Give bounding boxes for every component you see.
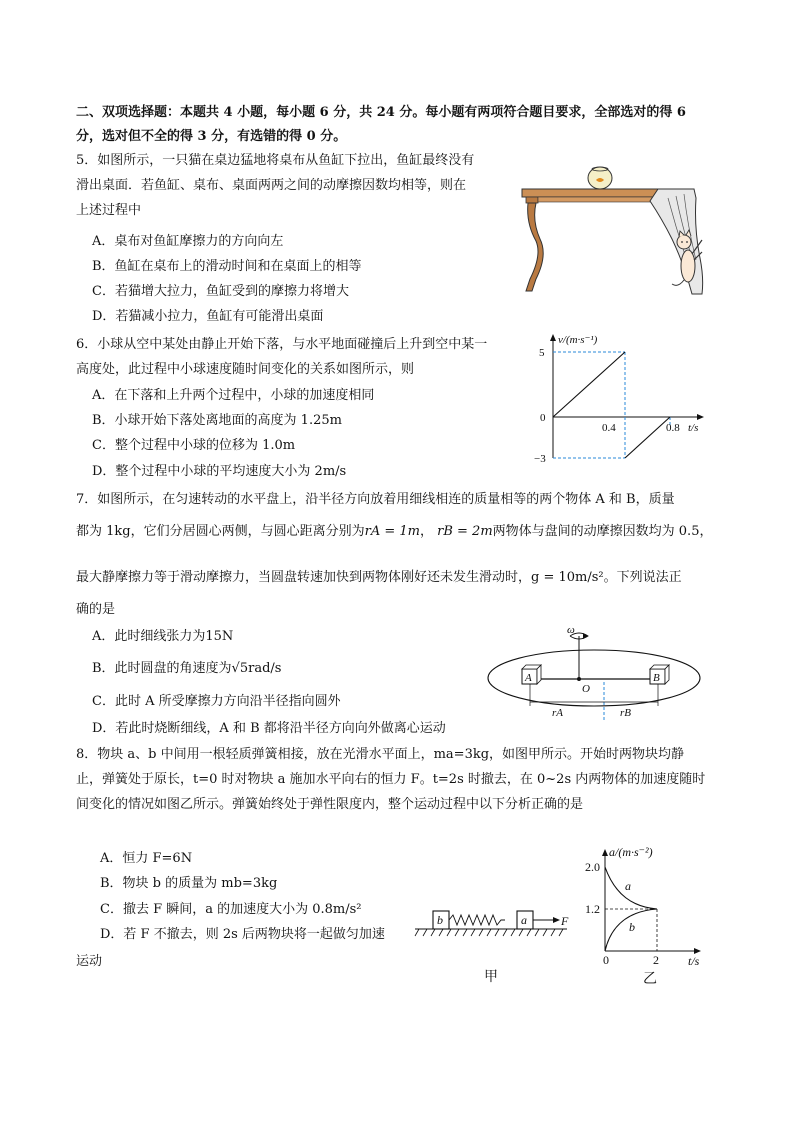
q8-spring-blocks-figure xyxy=(415,905,585,985)
q5-stem-line2: 滑出桌面．若鱼缸、桌布、桌面两两之间的动摩擦因数均相等，则在 xyxy=(76,178,467,193)
section-heading-line2: 分，选对但不全的得 3 分，有选错的得 0 分。 xyxy=(76,129,347,144)
q6-x-tick-04: 0.4 xyxy=(602,422,616,434)
q6-option-b: B．小球开始下落处离地面的高度为 1.25m xyxy=(92,413,342,428)
q7-option-c: C．此时 A 所受摩擦力方向沿半径指向圆外 xyxy=(92,694,341,709)
q7-stem-line1: 7．如图所示，在匀速转动的水平盘上，沿半径方向放着用细线相连的质量相等的两个物体 A 和 B，质量 xyxy=(76,492,675,507)
q8-y-label: a/(m·s⁻²) xyxy=(609,845,653,859)
q8-y-tick-12: 1.2 xyxy=(585,902,600,916)
q8-y-tick-20: 2.0 xyxy=(585,860,600,874)
q6-y-tick-5: 5 xyxy=(539,347,545,359)
q6-velocity-time-graph xyxy=(530,330,710,470)
block-a xyxy=(522,665,541,684)
q5-option-c: C．若猫增大拉力，鱼缸受到的摩擦力将增大 xyxy=(92,284,349,299)
q6-stem-line1: 6．小球从空中某处由静止开始下落，与水平地面碰撞后上升到空中某一 xyxy=(76,337,488,352)
q7-option-a: A．此时细线张力为15N xyxy=(92,629,234,644)
q7-stem-line2: 都为 1kg，它们分居圆心两侧，与圆心距离分别为rA = 1m， rB = 2m两物体与盘间的动摩擦因数均为 0.5， xyxy=(76,524,713,539)
q5-option-a: A．桌布对鱼缸摩擦力的方向向左 xyxy=(92,234,284,249)
omega-label: ω xyxy=(567,624,575,636)
q5-stem-line3: 上述过程中 xyxy=(76,203,142,218)
q6-y-tick-0: 0 xyxy=(540,412,546,424)
q5-stem-line1: 5．如图所示，一只猫在桌边猛地将桌布从鱼缸下拉出，鱼缸最终没有 xyxy=(76,153,475,168)
q6-x-label: t/s xyxy=(688,422,699,434)
q6-fall-line xyxy=(553,352,625,417)
q8-stem-line2: 止，弹簧处于原长，t=0 时对物块 a 施加水平向右的恒力 F。t=2s 时撤去，在 0~2s 内两物体的加速度随时 xyxy=(76,772,706,787)
curve-a-line xyxy=(605,867,657,909)
q7-g-value: g = 10m/s² xyxy=(531,570,604,585)
q7-option-b: B．此时圆盘的角速度为√5rad/s xyxy=(92,661,282,676)
q8-stem-line3: 间变化的情况如图乙所示。弹簧始终处于弹性限度内，整个运动过程中以下分析正确的是 xyxy=(76,797,584,812)
q6-stem-line2: 高度处，此过程中小球速度随时间变化的关系如图所示，则 xyxy=(76,362,415,377)
q6-option-a: A．在下落和上升两个过程中，小球的加速度相同 xyxy=(92,388,375,403)
rb-dim-label: rB xyxy=(620,707,631,719)
q5-option-d: D．若猫减小拉力，鱼缸有可能滑出桌面 xyxy=(92,309,324,324)
q8-stem-line1: 8．物块 a、b 中间用一根轻质弹簧相接，放在光滑水平面上，ma=3kg，如图甲所示。开始时两物块均静 xyxy=(76,747,685,762)
section-heading-line1: 二、双项选择题：本题共 4 小题，每小题 6 分，共 24 分。每小题有两项符合题目要求，全部选对的得 6 xyxy=(76,105,686,120)
block-a-jia xyxy=(517,911,533,929)
q7-rotating-disk-figure xyxy=(484,624,714,724)
fishbowl-icon xyxy=(588,167,612,189)
q8-x-label: t/s xyxy=(688,954,700,968)
q8-acceleration-time-graph xyxy=(585,843,715,988)
q7-ra-value: rA = 1m xyxy=(364,524,420,539)
q6-rise-line xyxy=(625,417,670,458)
force-arrow-icon xyxy=(553,917,560,923)
svg-text:b: b xyxy=(437,913,443,927)
q6-option-c: C．整个过程中小球的位移为 1.0m xyxy=(92,438,296,453)
q6-y-label: v/(m·s⁻¹) xyxy=(558,334,598,346)
figure-jia-caption: 甲 xyxy=(484,970,498,985)
q6-x-tick-08: 0.8 xyxy=(666,422,680,434)
block-b-jia xyxy=(433,911,449,929)
ra-dim-label: rA xyxy=(552,707,563,719)
q8-option-d: D．若 F 不撤去，则 2s 后两物块将一起做匀加速 xyxy=(100,927,385,942)
curve-a-label: a xyxy=(625,879,631,893)
q7-stem-line3: 最大静摩擦力等于滑动摩擦力，当圆盘转速加快到两物体刚好还未发生滑动时，g = 10m/s²。下列说法正 xyxy=(76,570,682,585)
svg-text:A: A xyxy=(525,672,532,684)
q6-option-d: D．整个过程中小球的平均速度大小为 2m/s xyxy=(92,464,347,479)
svg-text:B: B xyxy=(653,672,660,684)
center-o-label: O xyxy=(582,683,590,695)
force-f-label: F xyxy=(561,914,569,928)
q8-option-b: B．物块 b 的质量为 mb=3kg xyxy=(100,876,278,891)
q7-option-d: D．若此时烧断细线，A 和 B 都将沿半径方向向外做离心运动 xyxy=(92,721,446,736)
svg-text:a: a xyxy=(521,913,527,927)
q8-x-tick-0: 0 xyxy=(603,953,609,967)
q8-option-d-continued: 运动 xyxy=(76,954,103,969)
q7-stem-line4: 确的是 xyxy=(76,602,116,617)
spring-icon xyxy=(449,915,505,925)
figure-yi-caption: 乙 xyxy=(643,972,657,987)
q8-option-c: C．撤去 F 瞬间，a 的加速度大小为 0.8m/s² xyxy=(100,902,362,917)
q8-x-tick-2: 2 xyxy=(653,953,659,967)
block-b xyxy=(650,665,669,684)
q6-y-tick-neg3: −3 xyxy=(534,453,546,465)
q7-rb-value: rB = 2m xyxy=(437,524,493,539)
q5-table-cat-figure xyxy=(518,158,708,298)
q8-option-a: A．恒力 F=6N xyxy=(100,851,193,866)
curve-b-label: b xyxy=(629,920,635,934)
q5-option-b: B．鱼缸在桌布上的滑动时间和在桌面上的相等 xyxy=(92,259,362,274)
